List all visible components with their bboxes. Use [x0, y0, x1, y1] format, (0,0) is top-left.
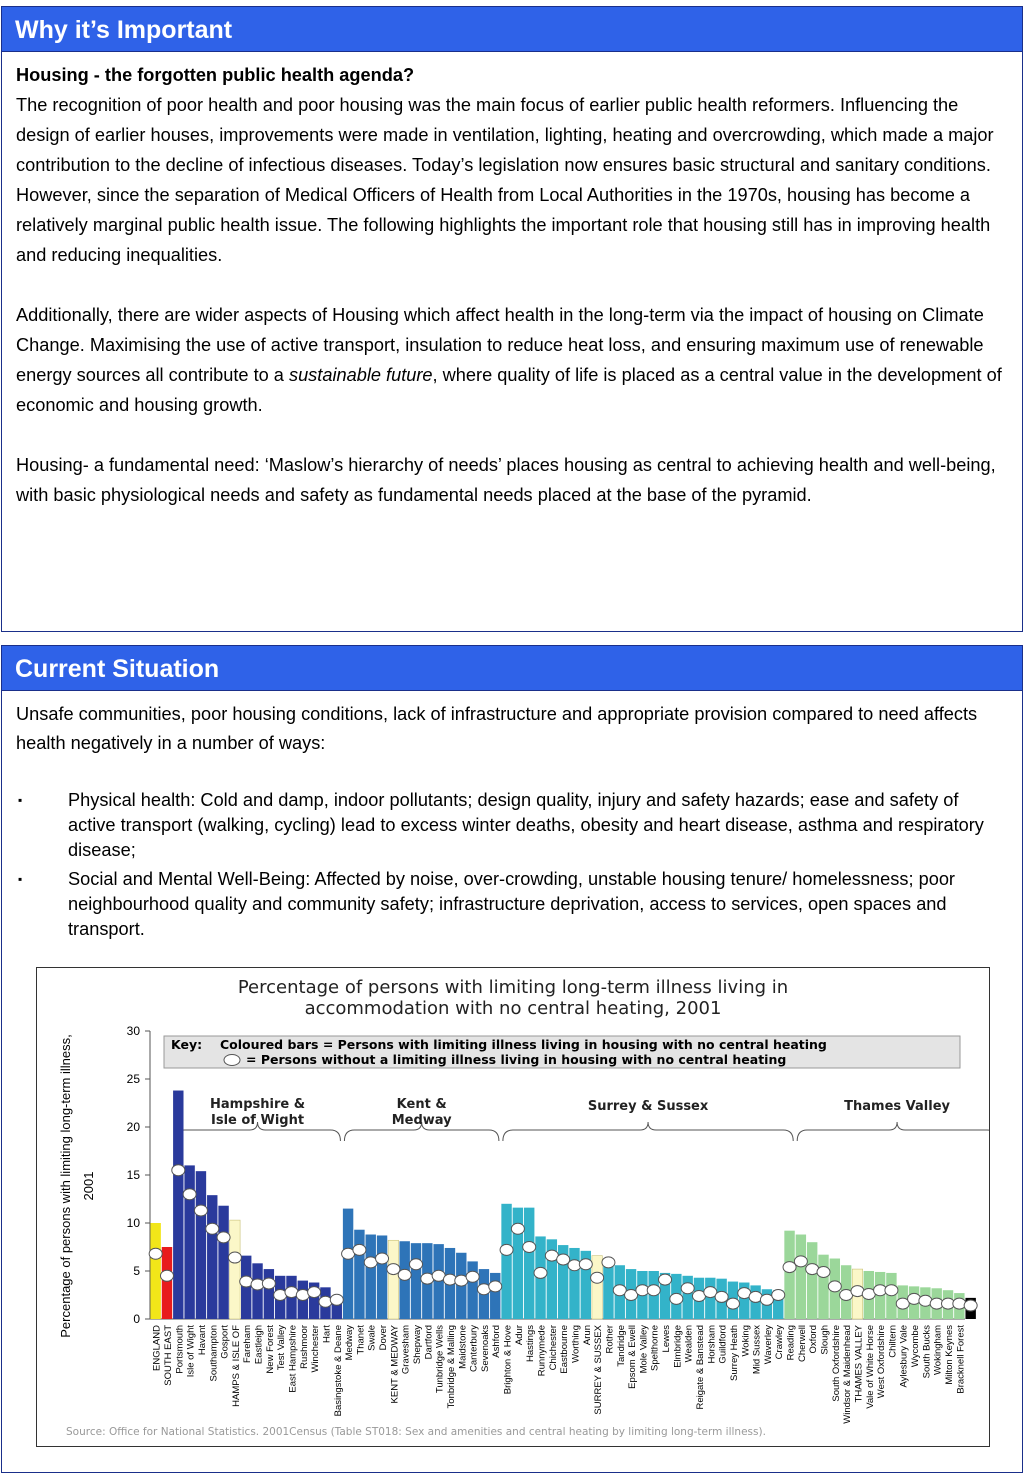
- y-tick-label: 0: [133, 1312, 140, 1326]
- why-important-panel: [1, 6, 1023, 632]
- group-label: Hampshire &: [210, 1097, 306, 1112]
- bullet-marker: ▪: [18, 793, 23, 807]
- marker-point: [794, 1256, 807, 1267]
- marker-point: [206, 1223, 219, 1234]
- bullet-list: [16, 788, 1008, 942]
- panel-header: Why it’s Important: [2, 7, 1022, 52]
- x-tick-label: Chiltern: [887, 1325, 899, 1358]
- x-tick-label: Fareham: [242, 1325, 254, 1364]
- marker-point: [511, 1223, 524, 1234]
- x-tick-label: Sevenoaks: [479, 1325, 491, 1373]
- x-tick-label: Ashford: [491, 1325, 503, 1358]
- group-brace: [797, 1122, 989, 1141]
- x-tick-label: Maidstone: [457, 1325, 469, 1369]
- x-tick-label: Milton Keynes: [944, 1325, 956, 1385]
- bar: [343, 1209, 353, 1319]
- paragraph-2-text-a: Additionally, there are wider aspects of Housing which affect health in the long-term via the impact of housing on Climate Change. Maximising the use of active transport, insulation to reduce heat loss, and ensuring maximum use of renewable energy sources all contribute to a: [16, 305, 984, 385]
- y-tick-label: 10: [126, 1216, 140, 1230]
- x-tick-label: Cherwell: [796, 1325, 808, 1362]
- marker-point: [817, 1266, 830, 1277]
- x-tick-label: West Oxfordshire: [876, 1325, 888, 1399]
- legend-key-prefix: Key:: [171, 1037, 203, 1052]
- x-tick-label: Reading: [785, 1325, 797, 1361]
- x-tick-label: Test Valley: [276, 1325, 288, 1371]
- x-tick-label: Tonbridge & Malling: [445, 1325, 457, 1409]
- x-tick-label: Surrey Heath: [728, 1325, 740, 1381]
- marker-point: [579, 1259, 592, 1270]
- marker-point: [194, 1205, 207, 1216]
- marker-point: [715, 1291, 728, 1302]
- bar: [524, 1208, 534, 1319]
- marker-point: [410, 1259, 423, 1270]
- bar: [230, 1220, 240, 1319]
- marker-point: [908, 1293, 921, 1304]
- x-tick-label: Lewes: [661, 1325, 673, 1353]
- marker-point: [172, 1165, 185, 1176]
- marker-point: [772, 1290, 785, 1301]
- x-tick-label: Adur: [513, 1325, 525, 1346]
- x-tick-label: Arun: [581, 1325, 593, 1346]
- bar: [366, 1235, 376, 1319]
- chart-frame: [36, 967, 990, 1447]
- marker-point: [398, 1269, 411, 1280]
- paragraph-2-emphasis: sustainable future: [288, 365, 433, 385]
- x-tick-label: Horsham: [706, 1325, 718, 1364]
- x-tick-label: Woking: [740, 1325, 752, 1357]
- bar: [252, 1263, 262, 1319]
- x-tick-label: SOUTH EAST: [162, 1325, 174, 1386]
- x-tick-label: Southampton: [208, 1325, 220, 1382]
- x-tick-label: Swale: [366, 1325, 378, 1351]
- x-tick-label: Bracknell Forest: [955, 1325, 967, 1394]
- panel-body: [2, 52, 1022, 510]
- y-axis-label-line-2: 2001: [81, 1171, 96, 1201]
- x-tick-label: Shepway: [412, 1325, 424, 1365]
- marker-point: [387, 1264, 400, 1275]
- x-tick-label: Wycombe: [910, 1325, 922, 1368]
- x-tick-label: Worthing: [570, 1325, 582, 1363]
- x-tick-label: New Forest: [264, 1325, 276, 1374]
- y-tick-label: 15: [126, 1168, 140, 1182]
- marker-point: [964, 1300, 977, 1311]
- x-tick-label: Reigate & Banstead: [694, 1325, 706, 1410]
- marker-point: [659, 1274, 672, 1285]
- group-label: Isle of Wight: [211, 1113, 305, 1128]
- x-tick-label: HAMPS & ISLE OF: [230, 1325, 242, 1407]
- x-tick-label: Windsor & Maidenhead: [842, 1325, 854, 1424]
- bar: [388, 1240, 398, 1319]
- bar: [173, 1091, 183, 1319]
- bar: [784, 1231, 794, 1319]
- x-tick-label: Wealden: [683, 1325, 695, 1363]
- bar: [196, 1171, 206, 1319]
- marker-point: [681, 1283, 694, 1294]
- marker-point: [953, 1298, 966, 1309]
- x-tick-label: Medway: [344, 1325, 356, 1361]
- marker-point: [217, 1232, 230, 1243]
- x-tick-label: Havant: [196, 1325, 208, 1356]
- bar: [207, 1195, 217, 1319]
- bar: [603, 1263, 613, 1319]
- x-tick-label: Rother: [604, 1325, 616, 1354]
- marker-point: [828, 1281, 841, 1292]
- x-tick-label: Isle of Wight: [185, 1325, 197, 1378]
- marker-point: [557, 1254, 570, 1265]
- marker-point: [726, 1298, 739, 1309]
- bar: [490, 1273, 500, 1319]
- bar: [411, 1243, 421, 1319]
- panel-body: [2, 691, 1022, 942]
- bullet-marker: ▪: [18, 872, 23, 886]
- group-label: Medway: [391, 1113, 452, 1128]
- x-tick-label: Crawley: [774, 1325, 786, 1360]
- x-tick-label: KENT & MEDWAY: [389, 1325, 401, 1404]
- x-tick-label: Thanet: [355, 1325, 367, 1355]
- marker-point: [228, 1252, 241, 1263]
- y-axis-label-line-1: Percentage of persons with limiting long-term illness,: [58, 1034, 73, 1338]
- bar: [501, 1204, 511, 1319]
- bar: [150, 1223, 160, 1319]
- x-tick-label: Canterbury: [468, 1325, 480, 1372]
- paragraph-2-text-b: , where quality of life is placed as a central value in the development of economic and housing growth.: [16, 365, 1002, 415]
- x-tick-label: Hart: [321, 1325, 333, 1343]
- bar: [467, 1261, 477, 1319]
- x-tick-label: East Hampshire: [287, 1325, 299, 1393]
- bar: [592, 1256, 602, 1319]
- bar: [705, 1278, 715, 1319]
- x-tick-label: THAMES VALLEY: [853, 1325, 865, 1403]
- x-tick-label: Aylesbury Vale: [898, 1325, 910, 1388]
- x-tick-label: Mole Valley: [638, 1325, 650, 1374]
- bar: [377, 1235, 387, 1319]
- x-tick-label: Rushmoor: [298, 1325, 310, 1369]
- bar: [264, 1269, 274, 1319]
- x-tick-label: Hastings: [525, 1325, 537, 1362]
- bar: [807, 1242, 817, 1319]
- marker-point: [376, 1253, 389, 1264]
- x-tick-label: Gosport: [219, 1325, 231, 1359]
- x-tick-label: Elmbridge: [672, 1325, 684, 1368]
- x-tick-label: Oxford: [808, 1325, 820, 1354]
- x-tick-label: Wokingham: [932, 1325, 944, 1375]
- marker-point: [319, 1296, 332, 1307]
- bullet-text: Physical health: Cold and damp, indoor pollutants; design quality, injury and safety hazards; ease and safety of active transport (walking, cycling) lead to excess winter deaths, obesity and heart disease, asthma and respiratory disease;: [68, 790, 984, 860]
- x-tick-label: Runnymede: [536, 1325, 548, 1377]
- x-tick-label: ENGLAND: [151, 1325, 163, 1371]
- chart-source-note: Source: Office for National Statistics. 2001Census (Table ST018: Sex and amenities and central heating by limiting long-term illness).: [66, 1426, 766, 1438]
- x-tick-label: Mid Sussex: [751, 1325, 763, 1375]
- x-tick-label: Tandridge: [615, 1325, 627, 1367]
- marker-point: [591, 1272, 604, 1283]
- marker-point: [523, 1242, 536, 1253]
- bullet-text: Social and Mental Well-Being: Affected by noise, over-crowding, unstable housing tenure/ homelessness; poor neighbourhood quality and community safety; infrastructure deprivation, access to services, open spaces and transport.: [68, 869, 955, 939]
- intro-text: Unsafe communities, poor housing conditions, lack of infrastructure and appropriate provision compared to need affects health negatively in a number of ways:: [16, 704, 978, 753]
- marker-point: [308, 1287, 321, 1298]
- marker-point: [160, 1270, 173, 1281]
- x-tick-label: SURREY & SUSSEX: [593, 1325, 605, 1415]
- bar: [162, 1247, 172, 1319]
- x-tick-label: Portsmouth: [174, 1325, 186, 1374]
- marker-point: [262, 1278, 275, 1289]
- bullet-item: [16, 788, 1008, 863]
- x-tick-label: Waverley: [762, 1325, 774, 1365]
- bar: [569, 1248, 579, 1319]
- x-tick-label: Guildford: [717, 1325, 729, 1364]
- x-tick-label: Gravesham: [400, 1325, 412, 1375]
- legend-marker-circle: [224, 1055, 240, 1066]
- paragraph-3: Housing- a fundamental need: ‘Maslow’s hierarchy of needs’ places housing as central to achieving health and well-being, with basic physiological needs and safety as fundamental needs placed at the base of the pyramid.: [16, 455, 996, 505]
- x-tick-label: South Oxfordshire: [830, 1325, 842, 1402]
- illness-heating-chart: [37, 968, 989, 1446]
- x-tick-label: Spelthorne: [649, 1325, 661, 1371]
- bullet-item: [16, 867, 1008, 942]
- marker-point: [602, 1257, 615, 1268]
- chart-title-line-2: accommodation with no central heating, 2001: [304, 998, 722, 1019]
- x-tick-label: South Bucks: [921, 1325, 933, 1379]
- group-label: Kent &: [396, 1097, 447, 1112]
- x-tick-label: Chichester: [547, 1325, 559, 1371]
- paragraph-1: The recognition of poor health and poor housing was the main focus of earlier public health reformers. Influencing the design of earlier houses, improvements were made in ventilation, lighting, heating and overcrowding, which made a major contribution to the decline of infectious diseases. Today’s legislation now ensures basic structural and sanitary conditions. However, since the separation of Medical Officers of Health from Local Authorities in the 1970s, housing has become a relatively marginal public health issue. The following highlights the important role that housing still has in improving health and reducing inequalities.: [16, 95, 994, 265]
- bar: [354, 1230, 364, 1319]
- x-tick-label: Dover: [378, 1325, 390, 1351]
- current-situation-panel: [1, 645, 1023, 1473]
- marker-point: [500, 1244, 513, 1255]
- marker-point: [183, 1189, 196, 1200]
- y-tick-label: 30: [126, 1024, 140, 1038]
- panel-header: Current Situation: [2, 646, 1022, 691]
- bar: [796, 1235, 806, 1319]
- marker-point: [647, 1285, 660, 1296]
- marker-point: [149, 1248, 162, 1259]
- marker-point: [330, 1294, 343, 1305]
- x-tick-label: Basingstoke & Deane: [332, 1325, 344, 1417]
- chart-title-line-1: Percentage of persons with limiting long-term illness living in: [237, 977, 789, 998]
- marker-point: [489, 1281, 502, 1292]
- marker-point: [885, 1285, 898, 1296]
- x-tick-label: Winchester: [310, 1325, 322, 1373]
- x-tick-label: Tunbridge Wells: [434, 1325, 446, 1394]
- marker-point: [670, 1293, 683, 1304]
- x-tick-label: Eastleigh: [253, 1325, 265, 1365]
- group-brace: [503, 1122, 793, 1141]
- bar: [818, 1255, 828, 1319]
- legend-entry-circles: = Persons without a limiting illness living in housing with no central heating: [246, 1052, 787, 1067]
- bar: [218, 1206, 228, 1319]
- group-label: Surrey & Sussex: [587, 1099, 709, 1114]
- x-tick-label: Vale of White Horse: [864, 1325, 876, 1409]
- x-tick-label: Eastbourne: [559, 1325, 571, 1374]
- group-label: Thames Valley: [844, 1099, 951, 1114]
- y-tick-label: 5: [133, 1264, 140, 1278]
- subtitle: Housing - the forgotten public health agenda?: [16, 65, 415, 85]
- x-tick-label: Dartford: [423, 1325, 435, 1360]
- legend-entry-bars: Coloured bars = Persons with limiting illness living in housing with no central heating: [220, 1037, 827, 1052]
- paragraph-2: [16, 300, 1008, 420]
- marker-point: [534, 1267, 547, 1278]
- x-tick-label: Epsom & Ewell: [627, 1325, 639, 1389]
- y-tick-label: 25: [126, 1072, 140, 1086]
- marker-point: [466, 1271, 479, 1282]
- x-tick-label: Slough: [819, 1325, 831, 1355]
- x-tick-label: Brighton & Hove: [502, 1325, 514, 1395]
- marker-point: [783, 1262, 796, 1273]
- marker-point: [353, 1244, 366, 1255]
- y-tick-label: 20: [126, 1120, 140, 1134]
